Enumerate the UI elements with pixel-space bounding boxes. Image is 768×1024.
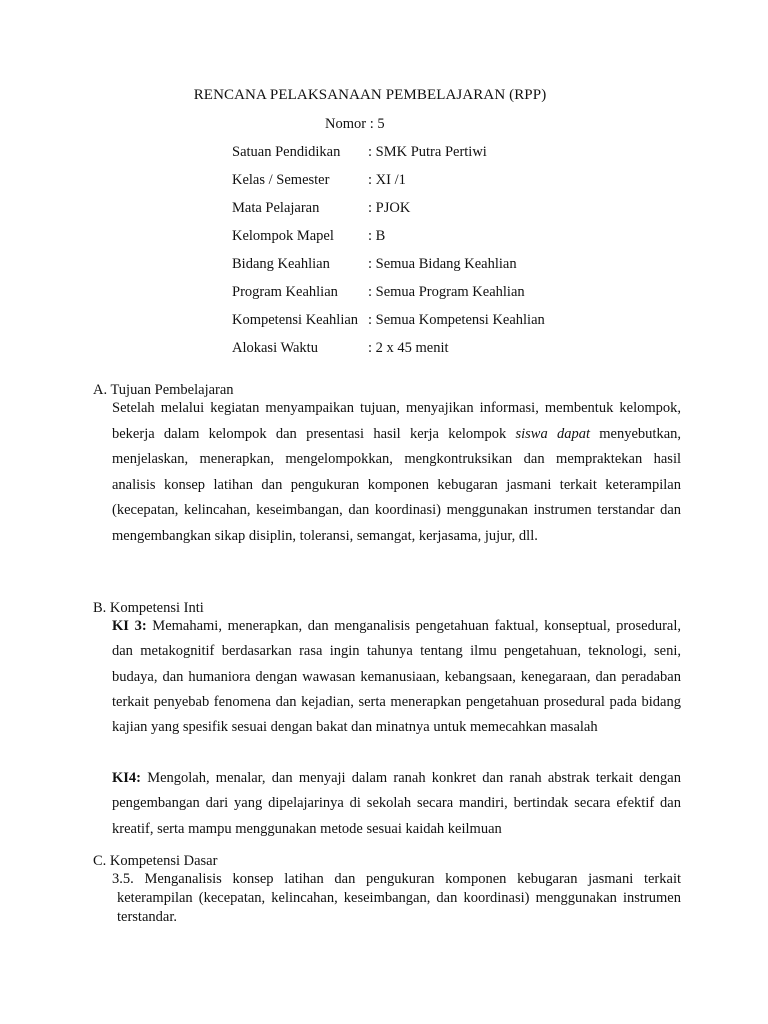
identity-value: : PJOK bbox=[368, 200, 411, 216]
identity-row-group bbox=[232, 226, 545, 254]
ki4-label: KI4: bbox=[112, 770, 141, 786]
document-number: Nomor : 5 bbox=[325, 116, 385, 132]
identity-label: Kelas / Semester bbox=[232, 172, 330, 188]
objectives-italic-text: siswa dapat bbox=[515, 425, 590, 442]
identity-value: : 2 x 45 menit bbox=[368, 340, 449, 356]
document-title: RENCANA PELAKSANAAN PEMBELAJARAN (RPP) bbox=[193, 87, 547, 103]
identity-row-competency bbox=[232, 310, 545, 338]
ki4-paragraph bbox=[112, 766, 681, 842]
identity-row-program bbox=[232, 282, 545, 310]
identity-row-school bbox=[232, 142, 545, 170]
objectives-text: Setelah melalui kegiatan menyampaikan tujuan, menyajikan informasi, membentuk kelompok, bekerja dalam kelompok dan presentasi hasil kerja kelompok bbox=[112, 400, 681, 442]
identity-label: Satuan Pendidikan bbox=[232, 144, 341, 160]
ki4-text: Mengolah, menalar, dan menyaji dalam ranah konkret dan ranah abstrak terkait dengan pengembangan dari yang dipelajarinya di sekolah secara mandiri, bertindak secara efektif dan kreatif, serta mampu menggunakan metode sesuai kaidah keilmuan bbox=[112, 770, 681, 837]
basic-competency-paragraph: 3.5. Menganalisis konsep latihan dan pengukuran komponen kebugaran jasmani terkait keterampilan (kecepatan, kelincahan, keseimbangan, dan koordinasi) menggunakan instrumen terstandar. bbox=[112, 871, 681, 925]
identity-row-class bbox=[232, 170, 545, 198]
identity-value: : B bbox=[368, 228, 386, 244]
identity-row-time bbox=[232, 338, 545, 366]
ki3-paragraph bbox=[112, 614, 681, 740]
identity-label: Kompetensi Keahlian bbox=[232, 312, 359, 328]
identity-label: Kelompok Mapel bbox=[232, 228, 334, 244]
identity-value: : Semua Bidang Keahlian bbox=[368, 256, 517, 272]
section-b-heading: B. Kompetensi Inti bbox=[93, 600, 204, 616]
identity-label: Alokasi Waktu bbox=[232, 340, 318, 356]
identity-row-subject bbox=[232, 198, 545, 226]
identity-row-field bbox=[232, 254, 545, 282]
identity-label: Program Keahlian bbox=[232, 284, 338, 300]
identity-table bbox=[232, 142, 545, 366]
ki3-label: KI 3: bbox=[112, 618, 147, 634]
ki3-text: Memahami, menerapkan, dan menganalisis pengetahuan faktual, konseptual, prosedural, dan metakognitif berdasarkan rasa ingin tahunya tentang ilmu pengetahuan, teknologi, seni, budaya, dan humaniora dengan wawasan kemanusiaan, kebangsaan, kenegaraan, dan peradaban terkait penyebab fenomena dan kejadian, serta menerapkan pengetahuan prosedural pada bidang kajian yang spesifik sesuai dengan bakat dan minatnya untuk memecahkan masalah bbox=[112, 618, 682, 736]
identity-label: Bidang Keahlian bbox=[232, 256, 330, 272]
identity-label: Mata Pelajaran bbox=[232, 200, 320, 216]
objectives-text-rest: menyebutkan, menjelaskan, menerapkan, mengelompokkan, mengkontruksikan dan mempraktekan hasil analisis konsep latihan dan pengukuran komponen kebugaran jasmani terkait keterampilan (kecepatan, kelincahan, keseimbangan, dan koordinasi) menggunakan instrumen terstandar dan mengembangkan sikap disiplin, toleransi, semangat, kerjasama, jujur, dll. bbox=[112, 425, 682, 544]
identity-value: : XI /1 bbox=[368, 172, 406, 188]
section-c-heading: C. Kompetensi Dasar bbox=[93, 853, 218, 869]
identity-value: : Semua Program Keahlian bbox=[368, 284, 525, 300]
identity-value: : SMK Putra Pertiwi bbox=[368, 144, 487, 160]
identity-value: : Semua Kompetensi Keahlian bbox=[368, 312, 545, 328]
learning-objectives-paragraph bbox=[112, 396, 681, 549]
section-a-heading: A. Tujuan Pembelajaran bbox=[93, 382, 234, 398]
